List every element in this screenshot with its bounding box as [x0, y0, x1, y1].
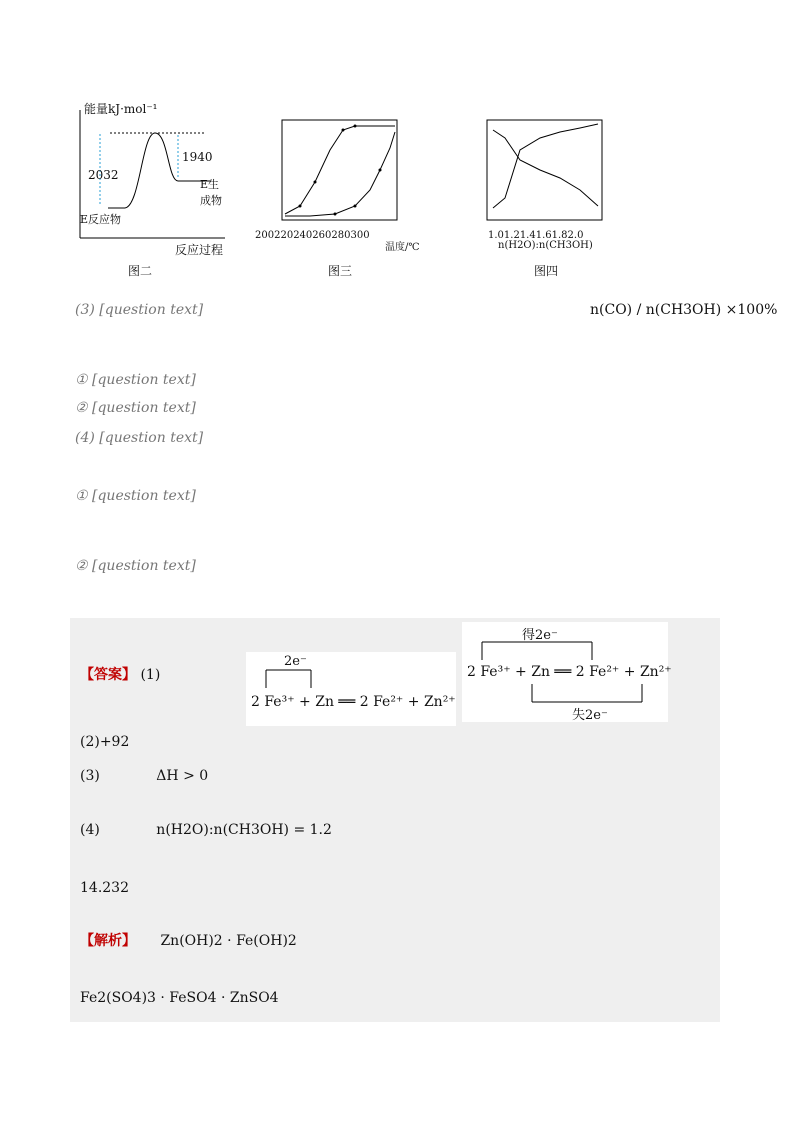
answer-part4-formula: n(H2O):n(CH3OH) = 1.2 [156, 822, 332, 838]
answer-tag: 【答案】 [80, 667, 136, 683]
fig4-xlabel: n(H2O):n(CH3OH) [498, 240, 593, 251]
figure-4-ratio-chart [460, 110, 630, 250]
eq1-text: 2 Fe³⁺ + Zn ══ 2 Fe²⁺ + Zn²⁺ [251, 694, 456, 710]
question-item-4-q1: ① [question text] [75, 488, 196, 504]
question-item-3-formula: n(CO) / n(CH3OH) ×100% [590, 302, 778, 318]
answer-section [70, 618, 720, 1022]
analysis-tag: 【解析】 [80, 933, 136, 949]
eq1-electrons: 2e⁻ [284, 654, 307, 669]
fig2-caption: 图二 [128, 264, 153, 278]
equation-2 [462, 622, 672, 723]
fig4-x-ticks: 1.01.21.41.61.82.0 [488, 230, 584, 241]
fig3-caption: 图三 [328, 264, 353, 278]
figure-2-energy-diagram [70, 98, 230, 257]
fig2-ea-reverse: 1940 [182, 150, 213, 164]
question-item-3-q1: ① [question text] [75, 372, 196, 388]
fig2-xlabel: 反应过程 [175, 243, 224, 257]
fig2-product-label: E生成物 [200, 178, 222, 207]
answer-part1-label: (1) [140, 667, 161, 683]
answer-part4-label: (4) [80, 822, 100, 838]
fig2-reactant-label: E反应物 [80, 213, 122, 226]
analysis-line2-formula: Fe2(SO4)3 · FeSO4 · ZnSO4 [80, 990, 279, 1006]
figure-3-temperature-chart [255, 110, 425, 253]
fig2-ea-forward: 2032 [88, 168, 119, 182]
question-item-4-q2: ② [question text] [75, 558, 196, 574]
eq2-gain: 得2e⁻ [522, 628, 558, 643]
fig2-ylabel: 能量kJ·mol⁻¹ [84, 102, 158, 116]
question-item-3: (3) [question text] [75, 302, 204, 318]
question-item-3-q2: ② [question text] [75, 400, 196, 416]
fig3-xlabel: 温度/℃ [385, 242, 420, 253]
fig4-caption: 图四 [534, 264, 559, 278]
answer-final-value: 14.232 [80, 880, 129, 896]
eq2-text: 2 Fe³⁺ + Zn ══ 2 Fe²⁺ + Zn²⁺ [467, 664, 672, 680]
question-item-4: (4) [question text] [75, 430, 204, 446]
answer-part2: (2)+92 [80, 734, 130, 750]
answer-part3-formula: ΔH > 0 [156, 768, 209, 784]
fig3-x-ticks: 200220240260280300 [255, 230, 370, 241]
eq2-lose: 失2e⁻ [572, 708, 608, 723]
analysis-line1-formula: Zn(OH)2 · Fe(OH)2 [160, 933, 297, 949]
equation-1 [246, 652, 456, 726]
answer-part3-label: (3) [80, 768, 100, 784]
